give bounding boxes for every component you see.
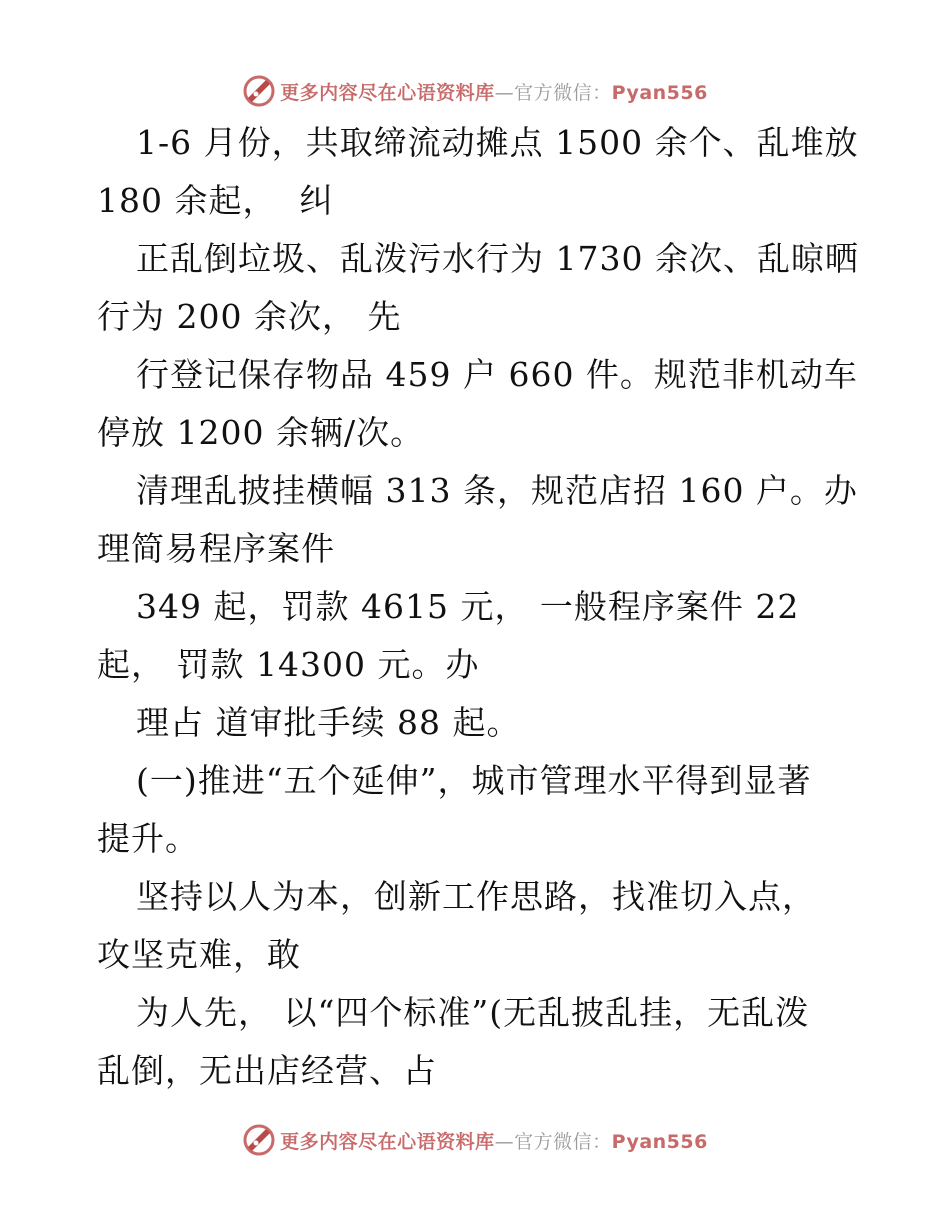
pen-logo-icon xyxy=(242,74,276,108)
text-line: 180 余起， 纠 xyxy=(97,181,334,220)
text-line: 正乱倒垃圾、乱泼污水行为 1730 余次、乱晾晒 xyxy=(136,239,859,278)
watermark-text: 更多内容尽在心语资料库—官方微信：Pyan556 xyxy=(280,81,708,104)
text-line: 坚持以人为本，创新工作思路，找准切入点， xyxy=(136,877,816,916)
text-line: 理占 道审批手续 88 起。 xyxy=(136,703,521,742)
watermark-footer xyxy=(0,1120,950,1160)
text-line: 乱倒，无出店经营、占 xyxy=(97,1051,437,1090)
watermark-text: 更多内容尽在心语资料库—官方微信：Pyan556 xyxy=(280,1130,708,1153)
text-line: 提升。 xyxy=(97,819,199,858)
text-line: 清理乱披挂横幅 313 条，规范店招 160 户。办 xyxy=(136,471,858,510)
text-line: 行为 200 余次， 先 xyxy=(97,297,402,336)
text-line: (一)推进“五个延伸”，城市管理水平得到显著 xyxy=(136,761,812,800)
text-line: 停放 1200 余辆/次。 xyxy=(97,413,425,452)
text-line: 攻坚克难，敢 xyxy=(97,935,301,974)
text-line: 349 起，罚款 4615 元， 一般程序案件 22 xyxy=(136,587,800,626)
text-line: 为人先， 以“四个标准”(无乱披乱挂，无乱泼 xyxy=(136,993,810,1032)
text-line: 理简易程序案件 xyxy=(97,529,335,568)
text-line: 起， 罚款 14300 元。办 xyxy=(97,645,480,684)
watermark-header xyxy=(0,71,950,111)
pen-logo-icon xyxy=(242,1123,276,1157)
text-line: 行登记保存物品 459 户 660 件。规范非机动车 xyxy=(136,355,858,394)
text-line: 1-6 月份，共取缔流动摊点 1500 余个、乱堆放 xyxy=(136,123,859,162)
